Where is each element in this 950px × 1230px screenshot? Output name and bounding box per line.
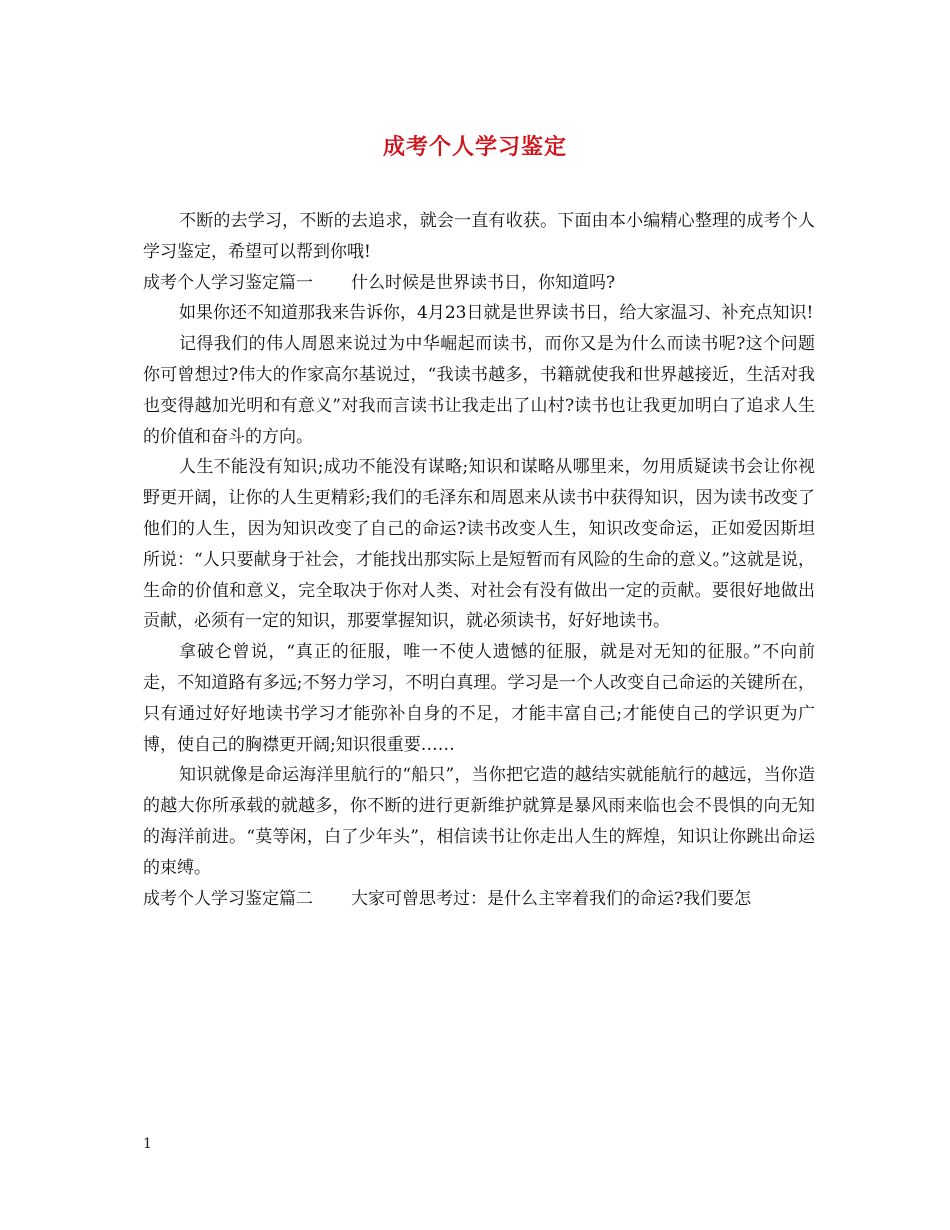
- body-paragraph: 拿破仑曾说，“真正的征服，唯一不使人遗憾的征服，就是对无知的征服。”不向前走，不知道路有多远;不努力学习，不明白真理。学习是一个人改变自己命运的关键所在，只有通过好好地读书学习才能弥补自身的不足，才能丰富自己;才能使自己的学识更为广博，使自己的胸襟更开阔;知识很重要……: [143, 642, 815, 755]
- section-heading-2: [143, 884, 815, 915]
- intro-paragraph: 不断的去学习，不断的去追求，就会一直有收获。下面由本小编精心整理的成考个人学习鉴定，希望可以帮到你哦!: [143, 211, 815, 262]
- document-title: 成考个人学习鉴定: [382, 135, 567, 160]
- section-lead-2: 大家可曾思考过：是什么主宰着我们的命运?我们要怎: [351, 888, 752, 909]
- body-paragraph: 记得我们的伟人周恩来说过为中华崛起而读书，而你又是为什么而读书呢?这个问题你可曾想过?伟大的作家高尔基说过，“我读书越多，书籍就使我和世界越接近，生活对我也变得越加光明和有意义”对我而言读书让我走出了山村?读书也让我更加明白了追求人生的价值和奋斗的方向。: [143, 334, 815, 447]
- body-paragraph: 知识就像是命运海洋里航行的“船只”，当你把它造的越结实就能航行的越远，当你造的越大你所承载的就越多，你不断的进行更新维护就算是暴风雨来临也会不畏惧的向无知的海洋前进。“莫等闲，白了少年头”，相信读书让你走出人生的辉煌，知识让你跳出命运的束缚。: [143, 765, 815, 878]
- section-label-1: 成考个人学习鉴定篇一: [143, 272, 313, 293]
- body-paragraph: 如果你还不知道那我来告诉你，4月23日就是世界读书日，给大家温习、补充点知识!: [179, 303, 814, 324]
- body-paragraph: 人生不能没有知识;成功不能没有谋略;知识和谋略从哪里来，勿用质疑读书会让你视野更开阔，让你的人生更精彩;我们的毛泽东和周恩来从读书中获得知识，因为读书改变了他们的人生，因为知识改变了自己的命运?读书改变人生，知识改变命运，正如爱因斯坦所说：“人只要献身于社会，才能找出那实际上是短暂而有风险的生命的意义。”这就是说，生命的价值和意义，完全取决于你对人类、对社会有没有做出一定的贡献。要很好地做出贡献，必须有一定的知识，那要掌握知识，就必须读书，好好地读书。: [143, 457, 815, 632]
- document-body: [143, 206, 815, 914]
- section-lead-1: 什么时候是世界读书日，你知道吗?: [351, 272, 616, 293]
- section-heading-1: [143, 268, 815, 299]
- page-number: 1: [143, 1136, 152, 1152]
- section-label-2: 成考个人学习鉴定篇二: [143, 888, 313, 909]
